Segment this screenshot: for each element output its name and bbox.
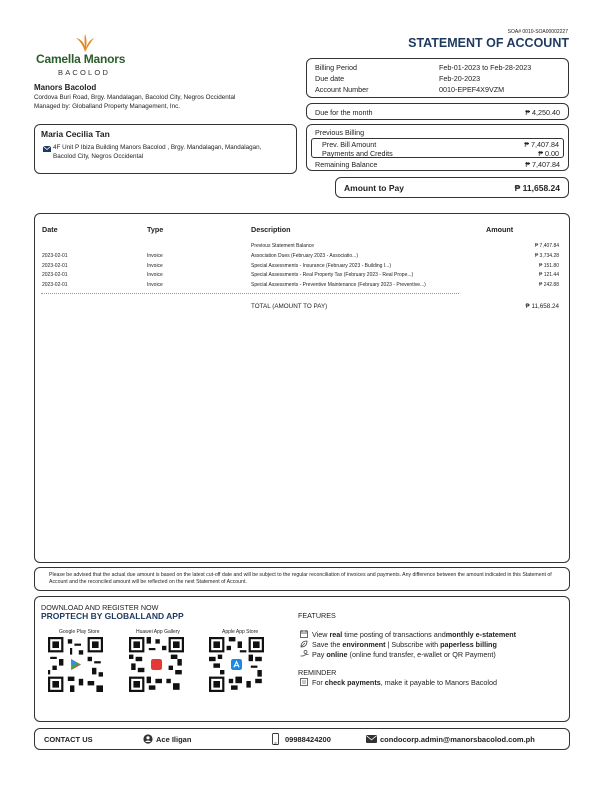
- account-number-label: Account Number: [315, 85, 369, 94]
- pay-hand-icon: [300, 650, 309, 658]
- customer-name: Maria Cecilia Tan: [41, 129, 110, 139]
- payments-value: ₱ 0.00: [538, 149, 559, 158]
- logo-name: Camella Manors: [36, 52, 126, 66]
- account-number-value: 0010-EPEF4X9VZM: [439, 85, 505, 94]
- row-date: 2023-02-01: [42, 272, 68, 278]
- table-divider: [41, 293, 459, 294]
- customer-box: [34, 124, 297, 174]
- check-note-icon: [300, 678, 308, 686]
- col-description: Description: [251, 225, 291, 234]
- feature-1-bold-1: real: [329, 630, 343, 639]
- store-label-google: Google Play Store: [59, 629, 100, 635]
- row-amount: ₱ 3,734.28: [534, 253, 559, 259]
- row-amount: ₱ 121.44: [538, 272, 559, 278]
- prev-bill-label: Prev. Bill Amount: [322, 140, 377, 149]
- row-type: Invoice: [147, 263, 163, 269]
- reminder-post: , make it payable to Manors Bacolod: [380, 678, 497, 687]
- amount-to-pay-box: [335, 177, 569, 198]
- proptech-title: PROPTECH BY GLOBALLAND APP: [41, 611, 184, 621]
- due-month-box: [306, 103, 569, 120]
- feature-2-pre: Save the: [312, 640, 343, 649]
- company-name: Manors Bacolod: [34, 83, 97, 92]
- managed-by: Managed by: Globalland Property Management, Inc.: [34, 103, 180, 110]
- google-play-qr-icon[interactable]: [48, 637, 103, 692]
- store-label-apple: Apple App Store: [222, 629, 259, 635]
- previous-billing-inner: [311, 138, 564, 158]
- calendar-icon: [300, 630, 308, 638]
- feature-1-mid: time posting of transactions and: [342, 630, 446, 639]
- contact-label: CONTACT US: [44, 735, 93, 744]
- logo-sub: BACOLOD: [58, 68, 111, 77]
- feature-1-pre: View: [312, 630, 330, 639]
- reminder-text: [312, 678, 497, 687]
- feature-1: [312, 630, 516, 639]
- feature-3-bold-1: online: [326, 650, 348, 659]
- row-description: Association Dues (February 2023 - Associatio...): [251, 253, 358, 259]
- transactions-table: [34, 213, 570, 563]
- row-amount: ₱ 242.88: [538, 282, 559, 288]
- app-features-box: [34, 596, 570, 722]
- camella-logo-icon: [74, 33, 96, 53]
- row-description: Special Assessments - Real Property Tax (February 2023 - Real Prope...): [251, 272, 414, 278]
- feature-3-pre: Pay: [312, 650, 327, 659]
- notice-box: [34, 567, 570, 591]
- apple-store-qr-icon[interactable]: [209, 637, 264, 692]
- email-icon: [366, 735, 377, 743]
- page-title: STATEMENT OF ACCOUNT: [408, 36, 569, 50]
- prev-bill-value: ₱ 7,407.84: [524, 140, 559, 149]
- soa-number: SOA# 0010-SOA00002227: [507, 29, 568, 35]
- notice-text: Please be advised that the actual due amount is based on the latest cut-off date and will be subject to the regular reconciliation of invoices and payments. Any difference between the amount indicated in this Statement of Account and the reconciled amount will be reflected on the next Statement of Account.: [49, 572, 552, 585]
- contact-person: Ace Iligan: [156, 735, 192, 744]
- previous-billing-box: [306, 124, 569, 171]
- total-value: ₱ 11,658.24: [525, 303, 559, 310]
- amount-to-pay-value: ₱ 11,658.24: [514, 183, 560, 193]
- row-type: Invoice: [147, 282, 163, 288]
- features-title: FEATURES: [298, 611, 336, 620]
- due-date-value: Feb-20-2023: [439, 74, 481, 83]
- due-month-label: Due for the month: [315, 108, 373, 117]
- remaining-label: Remaining Balance: [315, 160, 378, 169]
- row-amount: ₱ 151.80: [538, 263, 559, 269]
- store-label-huawei: Huawei App Gallery: [136, 629, 180, 635]
- feature-1-bold-2: monthly e-statement: [445, 630, 517, 639]
- total-label: TOTAL (AMOUNT TO PAY): [251, 303, 328, 310]
- feature-2-mid: | Subscribe with: [385, 640, 441, 649]
- company-address: Cordova Buri Road, Brgy. Mandalagan, Bacolod City, Negros Occidental: [34, 94, 236, 101]
- due-month-value: ₱ 4,250.40: [525, 108, 560, 117]
- col-type: Type: [147, 225, 164, 234]
- download-text: DOWNLOAD AND REGISTER NOW: [41, 603, 159, 612]
- due-date-label: Due date: [315, 74, 345, 83]
- row-date: 2023-02-01: [42, 263, 68, 269]
- prev-balance-amount: ₱ 7,407.84: [534, 243, 559, 249]
- row-type: Invoice: [147, 272, 163, 278]
- billing-period-label: Billing Period: [315, 63, 357, 72]
- row-type: Invoice: [147, 253, 163, 259]
- billing-info-box: [306, 58, 569, 98]
- feature-2-bold-1: environment: [342, 640, 386, 649]
- feature-3-mid: (online fund transfer, e-wallet or QR Payment): [347, 650, 496, 659]
- mail-icon: [43, 146, 51, 152]
- reminder-title: REMINDER: [298, 668, 337, 677]
- payments-label: Payments and Credits: [322, 149, 393, 158]
- feature-2-bold-2: paperless billing: [440, 640, 497, 649]
- previous-billing-title: Previous Billing: [315, 128, 365, 137]
- billing-period-value: Feb-01-2023 to Feb-28-2023: [439, 63, 532, 72]
- row-date: 2023-02-01: [42, 282, 68, 288]
- reminder-pre: For: [312, 678, 325, 687]
- feature-2: [312, 640, 497, 649]
- remaining-value: ₱ 7,407.84: [525, 160, 560, 169]
- contact-phone[interactable]: 09988424200: [285, 735, 331, 744]
- reminder-bold: check payments: [324, 678, 381, 687]
- amount-to-pay-label: Amount to Pay: [344, 183, 404, 193]
- customer-address: 4F Unit P Ibiza Building Manors Bacolod , Brgy. Mandalagan, Mandalagan, Bacolod City, Negros Occidental: [53, 144, 262, 160]
- row-date: 2023-02-01: [42, 253, 68, 259]
- row-description: Special Assessments - Preventive Maintenance (February 2023 - Preventive...): [251, 282, 426, 288]
- phone-icon: [272, 733, 279, 745]
- col-amount: Amount: [486, 225, 514, 234]
- contact-email[interactable]: condocorp.admin@manorsbacolod.com.ph: [380, 735, 535, 744]
- user-icon: [143, 734, 153, 744]
- huawei-gallery-qr-icon[interactable]: [129, 637, 184, 692]
- col-date: Date: [42, 225, 58, 234]
- row-description: Special Assessments - Insurance (February 2023 - Building I...): [251, 263, 392, 269]
- prev-balance-desc: Previous Statement Balance: [251, 243, 315, 249]
- contact-bar: [34, 728, 570, 750]
- feature-3: [312, 650, 496, 659]
- leaf-icon: [300, 640, 308, 648]
